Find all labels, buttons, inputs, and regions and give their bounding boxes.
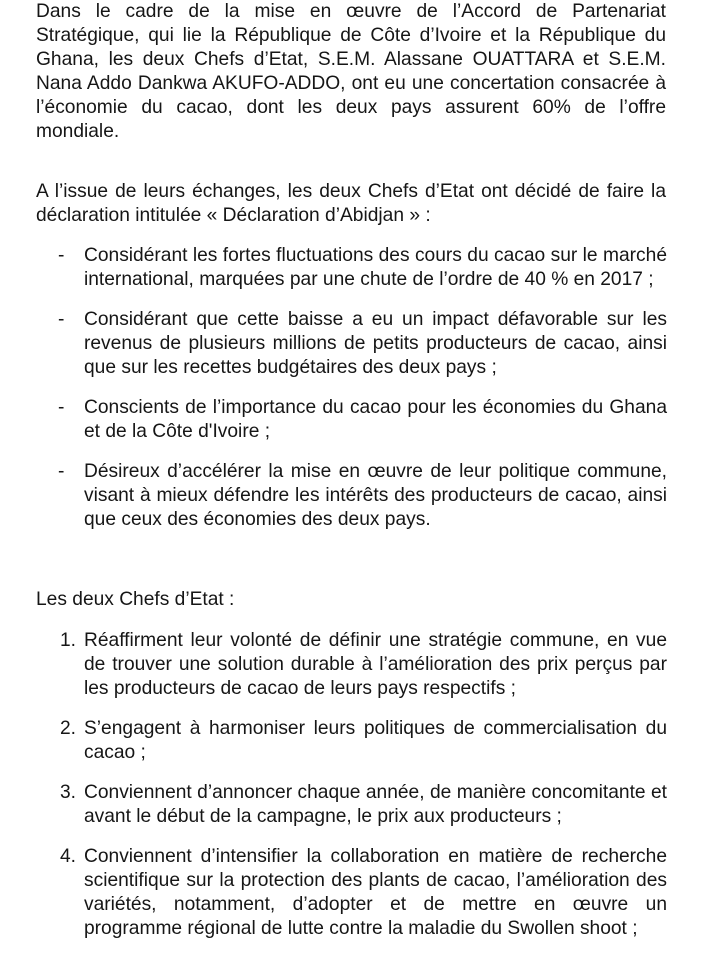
dash-marker: -: [58, 461, 65, 482]
dash-marker: -: [58, 397, 65, 418]
list-item: [0, 460, 720, 532]
list-item: [0, 244, 720, 292]
number-marker: 2.: [60, 718, 77, 739]
dash-marker: -: [58, 309, 65, 330]
commitment-text: Réaffirment leur volonté de définir une stratégie commune, en vue de trouver une solution durable à l’amélioration des prix perçus par les producteurs de cacao de leurs pays respectifs ;: [84, 630, 667, 699]
consideration-text: Conscients de l’importance du cacao pour les économies du Ghana et de la Côte d'Ivoire ;: [84, 397, 667, 442]
commitment-text: S’engagent à harmoniser leurs politiques de commercialisation du cacao ;: [84, 718, 667, 763]
consideration-text: Considérant les fortes fluctuations des cours du cacao sur le marché international, marquées par une chute de l’ordre de 40 % en 2017 ;: [84, 245, 667, 290]
considerations-list: [0, 244, 720, 548]
list-item: [0, 396, 720, 444]
number-marker: 1.: [60, 630, 77, 651]
commitment-text: Conviennent d’intensifier la collaboration en matière de recherche scientifique sur la protection des plants de cacao, l’amélioration des variétés, notamment, d’adopter et de mettre en œuvre un programme régional de lutte contre la maladie du Swollen shoot ;: [84, 846, 667, 939]
heads-of-state-intro: Les deux Chefs d’Etat :: [36, 589, 235, 610]
number-marker: 4.: [60, 846, 77, 867]
list-item: [0, 781, 720, 829]
list-item: [0, 845, 720, 941]
list-item: [0, 629, 720, 701]
dash-marker: -: [58, 245, 65, 266]
list-item: [0, 308, 720, 380]
number-marker: 3.: [60, 782, 77, 803]
declaration-paragraph: A l’issue de leurs échanges, les deux Chefs d’Etat ont décidé de faire la déclaration intitulée « Déclaration d’Abidjan » :: [36, 181, 666, 226]
commitments-list: [0, 629, 720, 957]
list-item: [0, 717, 720, 765]
intro-paragraph: Dans le cadre de la mise en œuvre de l’Accord de Partenariat Stratégique, qui lie la République de Côte d’Ivoire et la République du Ghana, les deux Chefs d’Etat, S.E.M. Alassane OUATTARA et S.E.M. Nana Addo Dankwa AKUFO-ADDO, ont eu une concertation consacrée à l’économie du cacao, dont les deux pays assurent 60% de l’offre mondiale.: [36, 1, 666, 142]
commitment-text: Conviennent d’annoncer chaque année, de manière concomitante et avant le début de la campagne, le prix aux producteurs ;: [84, 782, 667, 827]
consideration-text: Considérant que cette baisse a eu un impact défavorable sur les revenus de plusieurs millions de petits producteurs de cacao, ainsi que sur les recettes budgétaires des deux pays ;: [84, 309, 667, 378]
consideration-text: Désireux d’accélérer la mise en œuvre de leur politique commune, visant à mieux défendre les intérêts des producteurs de cacao, ainsi que ceux des économies des deux pays.: [84, 461, 667, 530]
